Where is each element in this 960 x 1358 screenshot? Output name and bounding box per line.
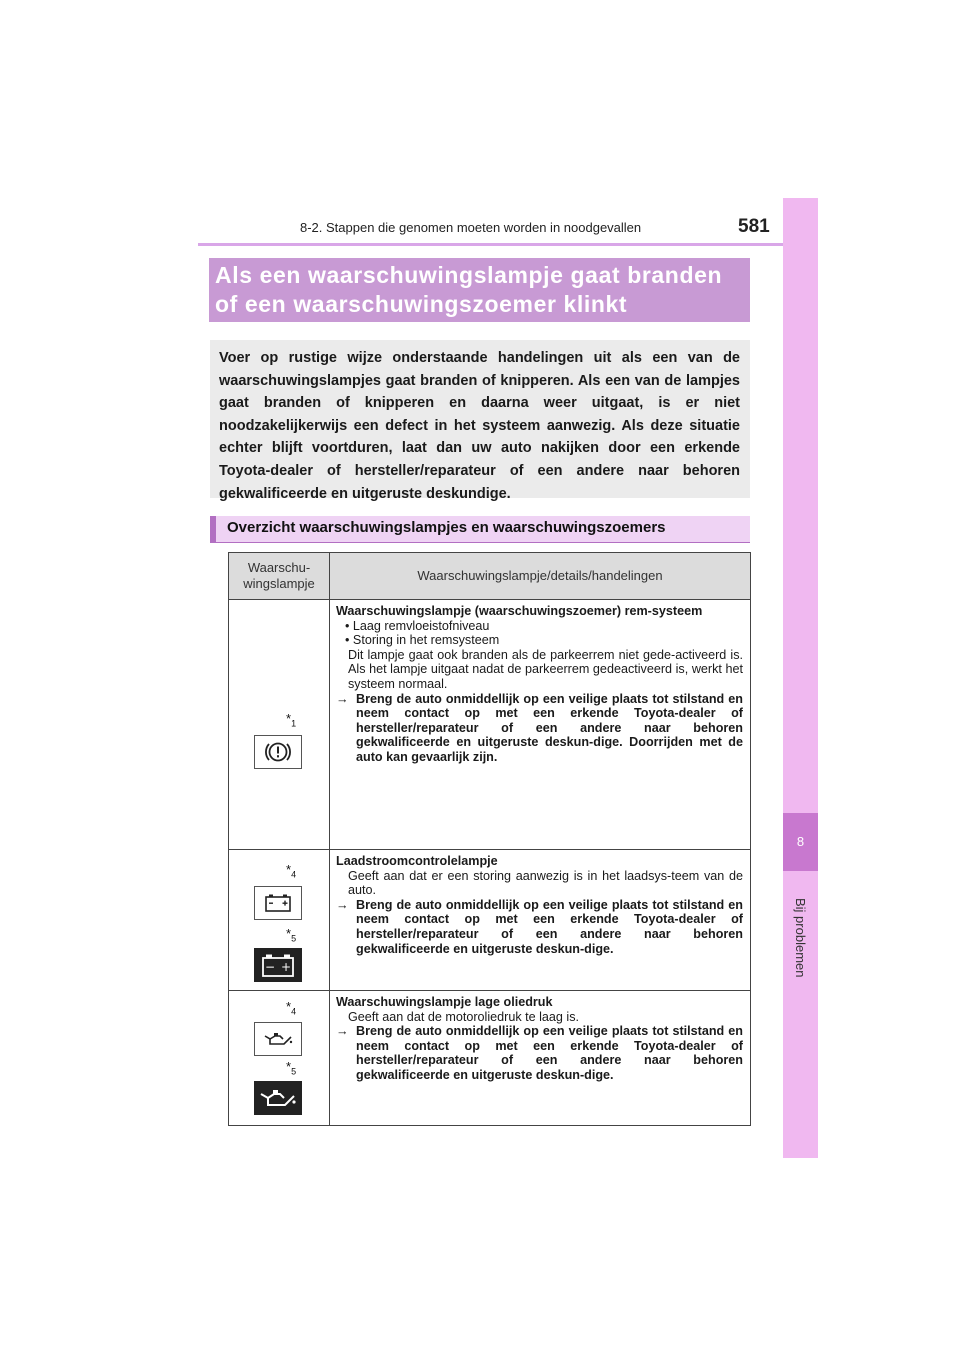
intro-text: Voer op rustige wijze onderstaande handelingen uit als een van de waarschuwingslampjes gaat branden of knipperen. Als een van de lampjes gaat branden of knipperen en daarna weer uitgaat, is er niet noodzakelijkerwijs een defect in het systeem aanwezig. Als deze situatie echter blijft voortduren, laat dan uw auto nakijken door een erkende Toyota-dealer of hersteller/reparateur of een andere naar behoren gekwalificeerde en uitgeruste deskundige. [219, 350, 740, 502]
brake-warning-icon [254, 735, 302, 769]
svg-text:+: + [280, 960, 292, 974]
oil-can-icon-filled [254, 1081, 302, 1115]
icon-cell [229, 850, 330, 991]
table-row [229, 600, 751, 850]
details-cell [330, 991, 751, 1126]
footnote-marker: $*_1$ [286, 711, 297, 729]
icon-cell [229, 991, 330, 1126]
icon-cell [229, 600, 330, 850]
table-row [229, 850, 751, 991]
footnote-marker: $*_4$ [286, 862, 297, 880]
battery-icon-filled [254, 948, 302, 982]
header-col-details: Waarschuwingslampje/details/handelingen [330, 553, 751, 600]
row-action: → Breng de auto onmiddellijk op een veilige plaats tot stilstand en neem contact op met een erkende Toyota-dealer of hersteller/reparateur of een andere naar behoren gekwalificeerde en uitgeruste deskun-dige. [336, 897, 743, 956]
row-action: → Breng de auto onmiddellijk op een veilige plaats tot stilstand en neem contact op met een erkende Toyota-dealer of hersteller/reparateur of een andere naar behoren gekwalificeerde en uitgeruste deskun-dige. [336, 1024, 743, 1082]
intro-box [210, 340, 750, 502]
arrow-icon: → [336, 691, 349, 706]
row-title: Waarschuwingslampje (waarschuwingszoemer) rem-systeem [336, 604, 703, 618]
row-action: → Breng de auto onmiddellijk op een veilige plaats tot stilstand en neem contact op met een erkende Toyota-dealer of hersteller/reparateur of een andere naar behoren gekwalificeerde en uitgeruste deskun-dige. Doorrijden met de auto kan gevaarlijk zijn. [336, 691, 743, 764]
banner-title-line2: of een waarschuwingszoemer klinkt [215, 291, 628, 317]
bullet-item: • Laag remvloeistofniveau [345, 618, 490, 633]
battery-icon [254, 886, 302, 920]
table-row [229, 991, 751, 1126]
row-title: Waarschuwingslampje lage oliedruk [336, 995, 553, 1009]
subheading [210, 516, 750, 542]
bullet-item: • Storing in het remsysteem [345, 633, 500, 648]
subheading-text: Overzicht waarschuwingslampjes en waarschuwingszoemers [227, 519, 666, 536]
row-description: Geeft aan dat er een storing aanwezig is in het laadsys-teem van de auto. [348, 868, 743, 898]
footnote-marker: $*_5$ [286, 926, 297, 944]
details-cell [330, 850, 751, 991]
section-title: 8-2. Stappen die genomen moeten worden in noodgevallen [300, 220, 642, 235]
banner-title-line1: Als een waarschuwingslampje gaat branden [215, 262, 723, 288]
row-title: Laadstroomcontrolelampje [336, 854, 498, 868]
oil-can-icon [254, 1022, 302, 1056]
row-description: Geeft aan dat de motoroliedruk te laag is. [348, 1009, 580, 1024]
chapter-side-tab [783, 198, 818, 1158]
section-banner [209, 258, 750, 322]
warning-lights-table [228, 552, 751, 1126]
footnote-marker: $*_4$ [286, 999, 297, 1017]
header-col-lamp-line2: wingslampje [243, 576, 315, 591]
header-col-lamp-line1: Waarschu- [247, 560, 311, 575]
subheading-rule [210, 542, 750, 543]
chapter-title: Bij problemen [793, 898, 808, 978]
details-cell [330, 600, 751, 850]
chapter-number: 8 [783, 813, 818, 871]
page-number: 581 [738, 216, 770, 237]
table-header-row [229, 553, 751, 600]
arrow-icon: → [336, 897, 349, 912]
row-note: Dit lampje gaat ook branden als de parkeerrem niet gede-activeerd is. Als het lampje uitgaat nadat de parkeerrem gedeactiveerd is, werkt het systeem normaal. [348, 647, 743, 691]
header-col-lamp [229, 553, 330, 600]
footnote-marker: $*_5$ [286, 1059, 297, 1077]
svg-text:−: − [264, 960, 276, 974]
arrow-icon: → [336, 1024, 349, 1039]
header-rule [198, 243, 818, 246]
